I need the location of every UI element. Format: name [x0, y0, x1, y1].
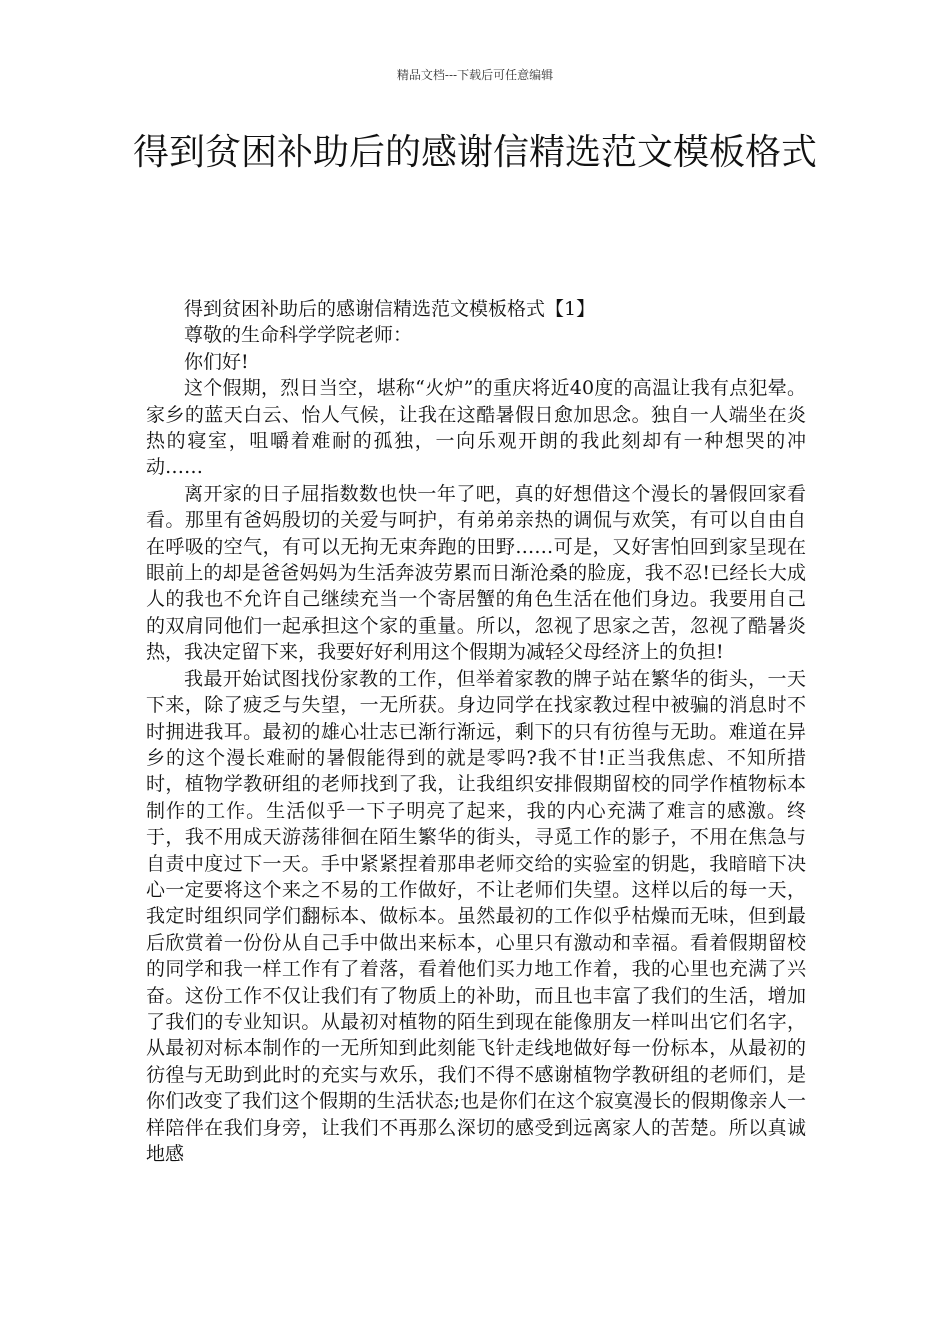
document-title: 得到贫困补助后的感谢信精选范文模板格式: [132, 132, 817, 173]
page-header: 精品文档---下载后可任意编辑: [396, 68, 554, 82]
body-paragraph: 我最开始试图找份家教的工作，但举着家教的牌子站在繁华的街头，一天下来，除了疲乏与失望，一无所获。身边同学在找家教过程中被骗的消息时不时拥进我耳。最初的雄心壮志已渐行渐远，剩下的只有彷徨与无助。难道在异乡的这个漫长难耐的暑假能得到的就是零吗?我不甘!正当我焦虑、不知所措时，植物学教研组的老师找到了我，让我组织安排假期留校的同学作植物标本制作的工作。生活似乎一下子明亮了起来，我的内心充满了难言的感激。终于，我不用成天游荡徘徊在陌生繁华的街头，寻觅工作的影子，不用在焦急与自责中度过下一天。手中紧紧捏着那串老师交给的实验室的钥匙，我暗暗下决心一定要将这个来之不易的工作做好，不让老师们失望。这样以后的每一天，我定时组织同学们翻标本、做标本。虽然最初的工作似乎枯燥而无味，但到最后欣赏着一份份从自己手中做出来标本，心里只有激动和幸福。看着假期留校的同学和我一样工作有了着落，看着他们买力地工作着，我的心里也充满了兴奋。这份工作不仅让我们有了物质上的补助，而且也丰富了我们的生活，增加了我们的专业知识。从最初对植物的陌生到现在能像朋友一样叫出它们名字，从最初对标本制作的一无所知到此刻能飞针走线地做好每一份标本，从最初的彷徨与无助到此时的充实与欢乐，我们不得不感谢植物学教研组的老师们，是你们改变了我们这个假期的生活状态;也是你们在这个寂寞漫长的假期像亲人一样陪伴在我们身旁，让我们不再那么深切的感受到远离家人的苦楚。所以真诚地感: [146, 667, 806, 1165]
body-paragraph: 这个假期，烈日当空，堪称“火炉”的重庆将近40度的高温让我有点犯晕。家乡的蓝天白云、怡人气候，让我在这酷暑假日愈加思念。独自一人端坐在炎热的寝室，咀嚼着难耐的孤独，一向乐观开朗的我此刻却有一种想哭的冲动……: [146, 377, 806, 479]
greeting: 你们好!: [184, 350, 249, 373]
body-paragraph: 离开家的日子屈指数数也快一年了吧，真的好想借这个漫长的暑假回家看看。那里有爸妈殷切的关爱与呵护，有弟弟亲热的调侃与欢笑，有可以自由自在呼吸的空气，有可以无拘无束奔跑的田野……可是，又好害怕回到家呈现在眼前上的却是爸爸妈妈为生活奔波劳累而日渐沧桑的脸庞，我不忍!已经长大成人的我也不允许自己继续充当一个寄居蟹的角色生活在他们身边。我要用自己的双肩同他们一起承担这个家的重量。所以，忽视了思家之苦，忽视了酷暑炎热，我决定留下来，我要好好利用这个假期为减轻父母经济上的负担!: [146, 482, 806, 664]
salutation: 尊敬的生命科学学院老师：: [184, 324, 413, 347]
section-heading: 得到贫困补助后的感谢信精选范文模板格式【1】: [184, 298, 596, 320]
document-body: [146, 296, 806, 1167]
